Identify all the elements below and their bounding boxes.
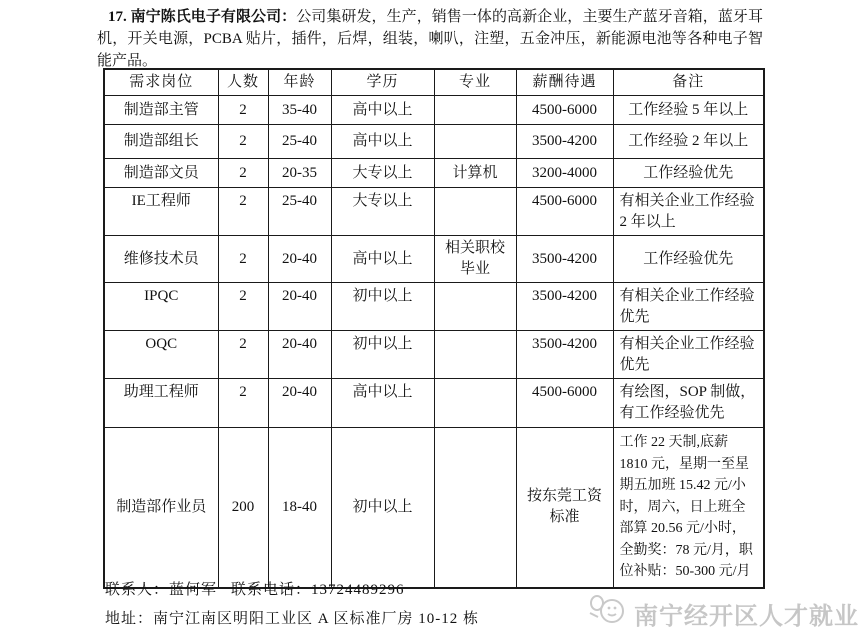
cell-major (434, 125, 516, 159)
company-description: 公司集研发，生产，销售一体的高新企业，主要生产蓝牙音箱，蓝牙耳机，开关电源，PCBA 贴片，插件，后焊，组装，喇叭，注塑，五金冲压，新能源电池等各种电子智能产品。 (97, 9, 763, 69)
cell-major (434, 283, 516, 331)
cell-position: OQC (104, 331, 218, 379)
phone-label: 联系电话： (231, 582, 312, 598)
table-row (104, 236, 764, 283)
cell-count: 2 (218, 125, 268, 159)
company-number: 17. (108, 9, 127, 25)
cell-age: 20-40 (268, 379, 331, 428)
cell-age: 20-40 (268, 331, 331, 379)
job-positions-table (103, 68, 765, 589)
cell-salary: 3500-4200 (516, 283, 613, 331)
cell-salary: 3500-4200 (516, 236, 613, 283)
cell-age: 20-40 (268, 283, 331, 331)
address-label: 地址： (105, 611, 154, 627)
cell-salary: 4500-6000 (516, 188, 613, 236)
cell-age: 20-40 (268, 236, 331, 283)
cell-education: 初中以上 (331, 428, 434, 588)
cell-position: IPQC (104, 283, 218, 331)
cell-position: 制造部作业员 (104, 428, 218, 588)
cell-position: 制造部主管 (104, 96, 218, 125)
cell-remark: 有相关企业工作经验优先 (613, 283, 764, 331)
column-header-count: 人数 (218, 69, 268, 96)
company-intro-paragraph (97, 6, 763, 72)
cell-count: 2 (218, 331, 268, 379)
cell-count: 2 (218, 283, 268, 331)
cell-remark: 工作 22 天制,底薪 1810 元，星期一至星期五加班 15.42 元/小时，周六，日上班全部算 20.56 元/小时，全勤奖：78 元/月，职位补贴：50-300 元/月 (613, 428, 764, 588)
cell-salary: 4500-6000 (516, 379, 613, 428)
cell-remark: 有相关企业工作经验 2 年以上 (613, 188, 764, 236)
table-body (104, 96, 764, 588)
cell-remark: 工作经验优先 (613, 236, 764, 283)
cell-salary: 3500-4200 (516, 125, 613, 159)
cell-age: 25-40 (268, 188, 331, 236)
cell-position: 维修技术员 (104, 236, 218, 283)
chick-doodle-icon (586, 593, 630, 634)
table-row (104, 428, 764, 588)
cell-salary: 3200-4000 (516, 159, 613, 188)
table-row (104, 283, 764, 331)
table-row (104, 159, 764, 188)
table-row (104, 331, 764, 379)
address-line (105, 605, 605, 634)
watermark (586, 593, 859, 634)
cell-salary: 3500-4200 (516, 331, 613, 379)
cell-education: 高中以上 (331, 379, 434, 428)
cell-major (434, 379, 516, 428)
cell-count: 2 (218, 236, 268, 283)
contact-label: 联系人： (105, 582, 170, 598)
cell-age: 20-35 (268, 159, 331, 188)
cell-major (434, 188, 516, 236)
address-value: 南宁江南区明阳工业区 A 区标准厂房 10-12 栋 (153, 611, 480, 627)
table-row (104, 379, 764, 428)
table-row (104, 125, 764, 159)
cell-major (434, 331, 516, 379)
cell-position: 制造部组长 (104, 125, 218, 159)
cell-major (434, 428, 516, 588)
cell-education: 高中以上 (331, 96, 434, 125)
cell-major: 计算机 (434, 159, 516, 188)
cell-salary: 4500-6000 (516, 96, 613, 125)
cell-education: 初中以上 (331, 331, 434, 379)
table-head (104, 69, 764, 96)
cell-position: 助理工程师 (104, 379, 218, 428)
cell-education: 高中以上 (331, 236, 434, 283)
contact-name: 蓝何军 (169, 582, 218, 598)
cell-age: 35-40 (268, 96, 331, 125)
cell-education: 高中以上 (331, 125, 434, 159)
cell-remark: 工作经验 5 年以上 (613, 96, 764, 125)
cell-count: 2 (218, 188, 268, 236)
company-name: 南宁陈氏电子有限公司： (130, 9, 297, 25)
cell-education: 大专以上 (331, 159, 434, 188)
contact-footer (105, 576, 605, 634)
column-header-position: 需求岗位 (104, 69, 218, 96)
cell-count: 2 (218, 379, 268, 428)
column-header-age: 年龄 (268, 69, 331, 96)
column-header-remark: 备注 (613, 69, 764, 96)
cell-position: IE工程师 (104, 188, 218, 236)
cell-age: 25-40 (268, 125, 331, 159)
phone-number: 13724489296 (311, 582, 405, 598)
cell-education: 初中以上 (331, 283, 434, 331)
column-header-salary: 薪酬待遇 (516, 69, 613, 96)
column-header-education: 学历 (331, 69, 434, 96)
cell-count: 2 (218, 159, 268, 188)
cell-major (434, 96, 516, 125)
cell-remark: 工作经验 2 年以上 (613, 125, 764, 159)
cell-count: 2 (218, 96, 268, 125)
cell-major: 相关职校毕业 (434, 236, 516, 283)
cell-remark: 有绘图，SOP 制做，有工作经验优先 (613, 379, 764, 428)
cell-remark: 有相关企业工作经验优先 (613, 331, 764, 379)
table-row (104, 188, 764, 236)
table-row (104, 96, 764, 125)
contact-line (105, 576, 605, 605)
cell-count: 200 (218, 428, 268, 588)
column-header-major: 专业 (434, 69, 516, 96)
cell-education: 大专以上 (331, 188, 434, 236)
cell-remark: 工作经验优先 (613, 159, 764, 188)
cell-age: 18-40 (268, 428, 331, 588)
table-header-row (104, 69, 764, 96)
cell-salary: 按东莞工资标准 (516, 428, 613, 588)
watermark-text: 南宁经开区人才就业 (634, 603, 859, 630)
cell-position: 制造部文员 (104, 159, 218, 188)
